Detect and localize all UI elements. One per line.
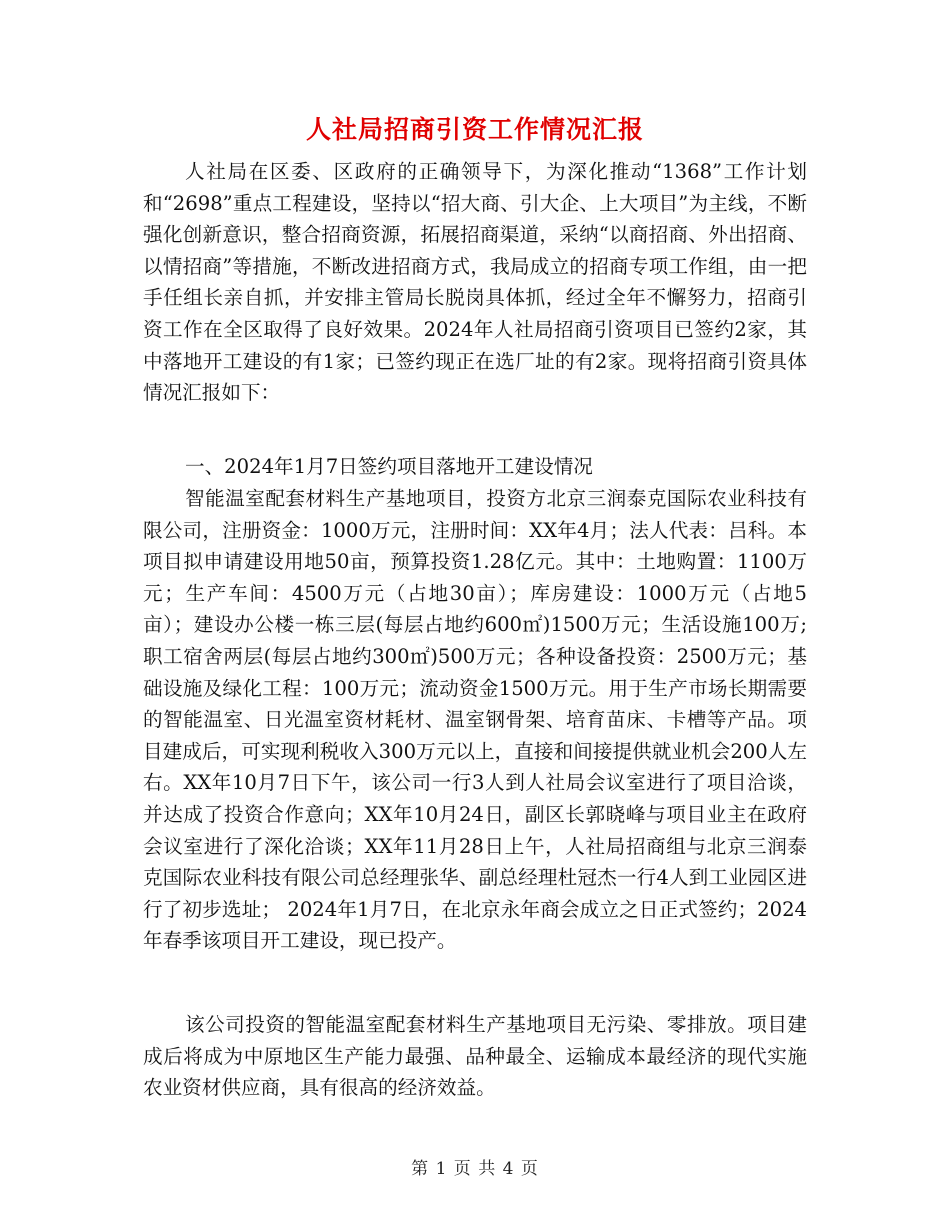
intro-paragraph: 人社局在区委、区政府的正确领导下，为深化推动“1368”工作计划和“2698”重点工程建设，坚持以“招大商、引大企、上大项目”为主线，不断强化创新意识，整合招商资源，拓展招商渠道，采纳“以商招商、外出招商、以情招商”等措施，不断改进招商方式，我局成立的招商专项工作组，由一把手任组长亲自抓，并安排主管局长脱岗具体抓，经过全年不懈努力，招商引资工作在全区取得了良好效果。2024年人社局招商引资项目已签约2家，其中落地开工建设的有1家；已签约现正在选厂址的有2家。现将招商引资具体情况汇报如下： (143, 160, 807, 405)
project-benefit-paragraph: 该公司投资的智能温室配套材料生产基地项目无污染、零排放。项目建成后将成为中原地区生产能力最强、品种最全、运输成本最经济的现代实施农业资材供应商，具有很高的经济效益。 (143, 1013, 807, 1100)
section-heading: 一、2024年1月7日签约项目落地开工建设情况 (185, 455, 593, 478)
page-number-label: 第 1 页 共 4 页 (411, 1159, 539, 1179)
page-footer (0, 1154, 950, 1179)
document-title: 人社局招商引资工作情况汇报 (305, 115, 644, 144)
project-detail-paragraph: 智能温室配套材料生产基地项目，投资方北京三润泰克国际农业科技有限公司，注册资金：1000万元，注册时间：XX年4月；法人代表：吕科。本项目拟申请建设用地50亩，预算投资1.28亿元。其中：土地购置：1100万元；生产车间：4500万元（占地30亩）；库房建设：1000万元（占地5亩）；建设办公楼一栋三层(每层占地约600㎡)1500万元；生活设施100万;职工宿舍两层(每层占地约300㎡)500万元；各种设备投资：2500万元；基础设施及绿化工程：100万元；流动资金1500万元。用于生产市场长期需要的智能温室、日光温室资材耗材、温室钢骨架、培育苗床、卡槽等产品。项目建成后，可实现利税收入300万元以上，直接和间接提供就业机会200人左右。XX年10月7日下午，该公司一行3人到人社局会议室进行了项目洽谈，并达成了投资合作意向；XX年10月24日，副区长郭晓峰与项目业主在政府会议室进行了深化洽谈；XX年11月28日上午，人社局招商组与北京三润泰克国际农业科技有限公司总经理张华、副总经理杜冠杰一行4人到工业园区进行了初步选址； 2024年1月7日，在北京永年商会成立之日正式签约；2024年春季该项目开工建设，现已投产。 (143, 487, 807, 953)
